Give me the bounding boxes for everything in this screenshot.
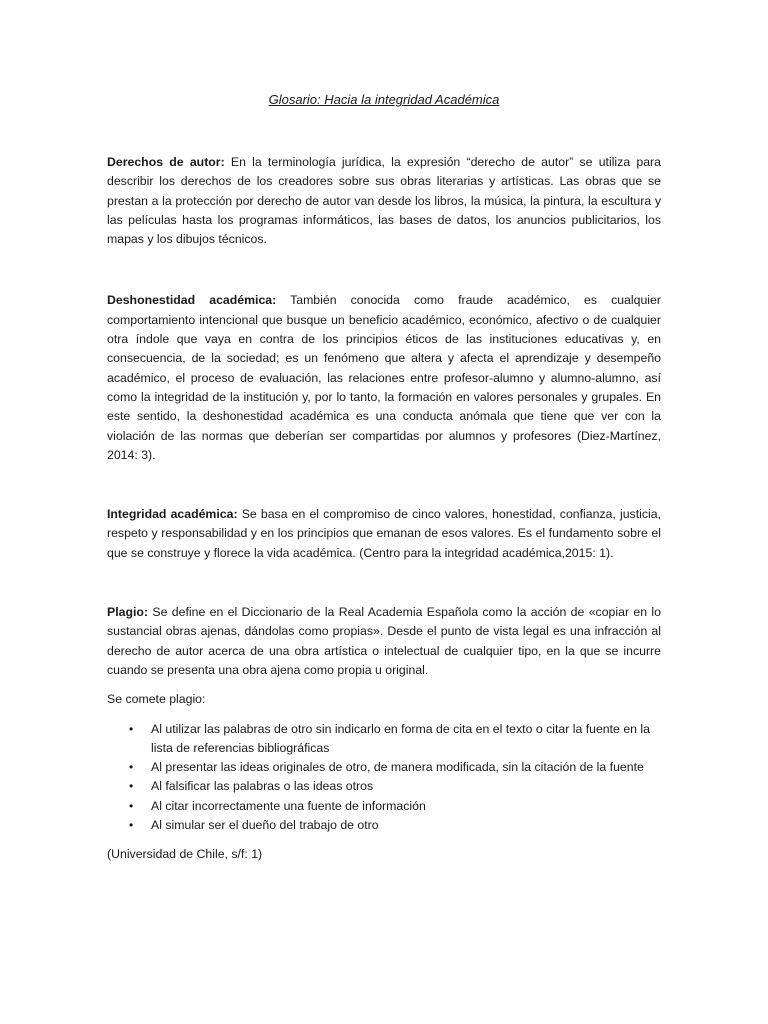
glossary-entry-derechos-de-autor [107, 153, 661, 249]
glossary-definition: Se define en el Diccionario de la Real Academia Española como la acción de «copiar en lo sustancial obras ajenas, dándolas como propias». Desde el punto de vista legal es una infracción al derecho de autor acerca de una obra artística o intelectual de cualquier tipo, en la que se incurre cuando se presenta una obra ajena como propia u original. [107, 605, 662, 677]
bullet-icon: • [129, 760, 134, 775]
list-item [107, 720, 661, 759]
document-page [107, 90, 661, 865]
list-item-text: Al simular ser el dueño del trabajo de otro [151, 818, 379, 833]
bullet-icon: • [129, 818, 134, 833]
document-title: Glosario: Hacia la integridad Académica [268, 92, 500, 107]
glossary-definition: Se basa en el compromiso de cinco valores, honestidad, confianza, justicia, respeto y responsabilidad y en los principios que emanan de esos valores. Es el fundamento sobre el que se construye y florece la vida académica. (Centro para la integridad académica,2015: 1). [107, 507, 661, 560]
list-item [107, 816, 661, 835]
list-item-text: Al utilizar las palabras de otro sin indicarlo en forma de cita en el texto o citar la fuente en la lista de referencias bibliográficas [151, 721, 650, 755]
list-item-text: Al falsificar las palabras o las ideas otros [151, 779, 374, 794]
glossary-definition: En la terminología jurídica, la expresión “derecho de autor” se utiliza para describir los derechos de los creadores sobre sus obras literarias y artísticas. Las obras que se prestan a la protección por derecho de autor van desde los libros, la música, la pintura, la escultura y las películas hasta los programas informáticos, las bases de datos, los anuncios publicitarios, los mapas y los dibujos técnicos. [107, 155, 661, 247]
plagio-intro: Se comete plagio: [107, 692, 206, 707]
glossary-definition: También conocida como fraude académico, es cualquier comportamiento intencional que busque un beneficio académico, económico, afectivo o de cualquier otra índole que vaya en contra de los principios éticos de las instituciones educativas y, en consecuencia, de la sociedad; es un fenómeno que altera y afecta el aprendizaje y desempeño académico, el proceso de evaluación, las relaciones entre profesor-alumno y alumno-alumno, así como la integridad de la institución y, por lo tanto, la formación en valores personales y grupales. En este sentido, la deshonestidad académica es una conducta anómala que tiene que ver con la violación de las normas que deberían ser compartidas por alumnos y profesores (Diez-Martínez, 2014: 3). [107, 293, 661, 462]
plagio-bullet-list [107, 720, 661, 836]
bullet-icon: • [129, 721, 134, 736]
list-item-text: Al presentar las ideas originales de otro, de manera modificada, sin la citación de la fuente [151, 760, 644, 775]
glossary-term: Deshonestidad académica: [107, 293, 277, 308]
bullet-icon: • [129, 779, 134, 794]
bullet-icon: • [129, 798, 134, 813]
glossary-entry-deshonestidad-academica [107, 291, 661, 465]
source-citation: (Universidad de Chile, s/f: 1) [107, 847, 263, 862]
glossary-entry-integridad-academica [107, 505, 661, 563]
list-item [107, 777, 661, 796]
list-item [107, 797, 661, 816]
glossary-term: Integridad académica: [107, 507, 238, 522]
glossary-term: Derechos de autor: [107, 155, 225, 169]
glossary-entry-plagio [107, 603, 661, 680]
list-item [107, 758, 661, 777]
list-item-text: Al citar incorrectamente una fuente de información [151, 798, 426, 813]
glossary-term: Plagio: [107, 605, 148, 620]
